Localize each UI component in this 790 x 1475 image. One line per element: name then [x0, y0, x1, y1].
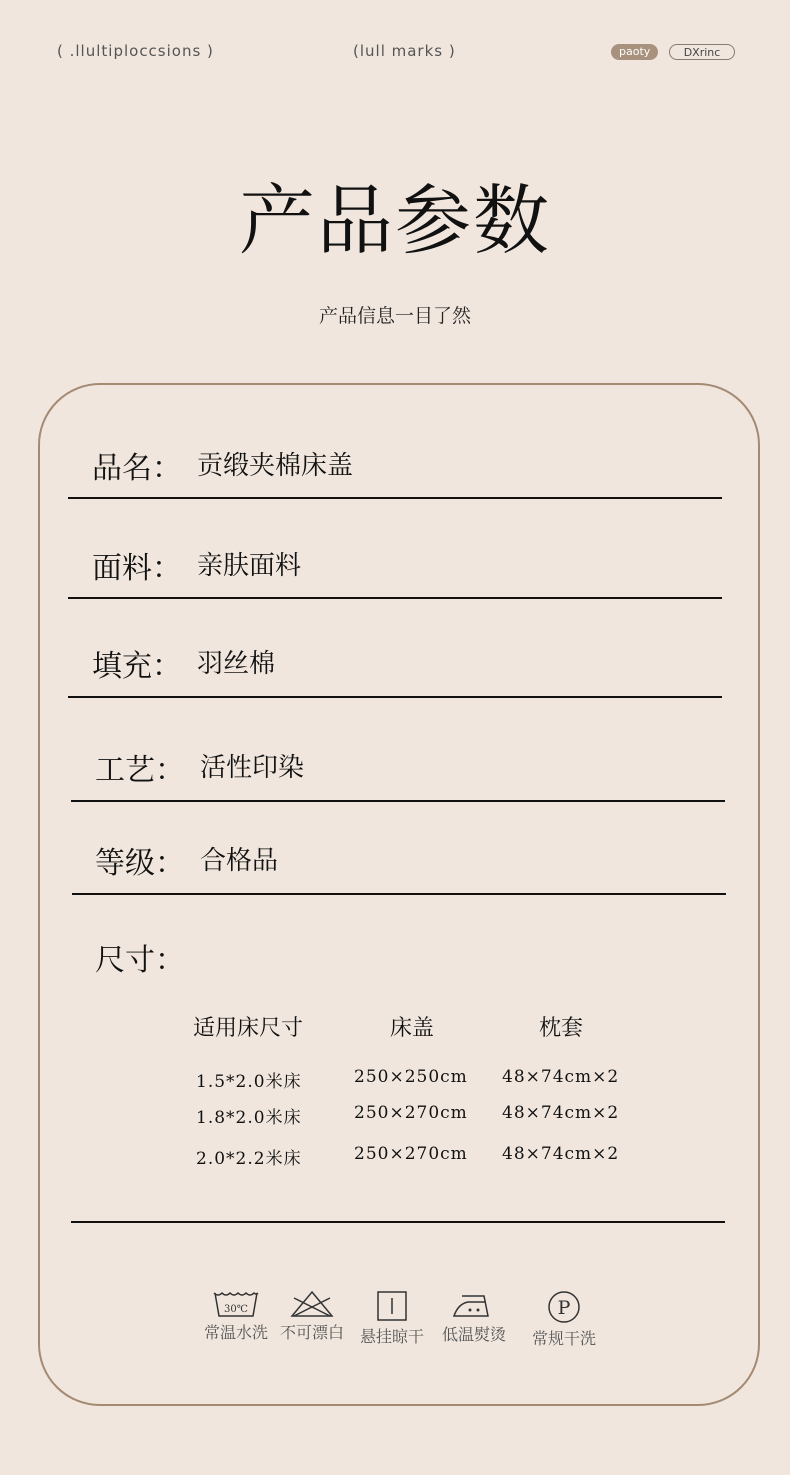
divider — [68, 497, 722, 499]
size-cell: 1.5*2.0米床 — [196, 1072, 302, 1092]
divider — [68, 696, 722, 698]
header-left-text: ( .llultiploccsions ) — [57, 42, 214, 60]
header-badge-outline[interactable]: DXrinc — [669, 44, 735, 60]
param-label: 面料： — [92, 551, 182, 586]
size-header-pillow: 枕套 — [538, 1016, 583, 1041]
divider — [72, 893, 726, 895]
care-label: 常温水洗 — [203, 1323, 268, 1342]
care-label: 低温熨烫 — [441, 1325, 506, 1344]
divider — [71, 1221, 725, 1223]
param-label: 工艺： — [95, 753, 185, 788]
size-cell: 48×74cm×2 — [502, 1103, 620, 1123]
size-cell: 250×270cm — [354, 1103, 468, 1123]
low-iron-icon — [450, 1290, 498, 1320]
svg-text:30℃: 30℃ — [224, 1304, 248, 1315]
param-card — [38, 383, 760, 1406]
care-no-bleach — [272, 1290, 352, 1343]
param-value: 贡缎夹棉床盖 — [197, 451, 354, 481]
care-low-iron — [434, 1290, 514, 1345]
care-label: 悬挂晾干 — [359, 1327, 424, 1346]
header-badge-filled[interactable]: paoty — [611, 44, 658, 60]
param-label: 品名： — [92, 451, 182, 486]
page-title: 产品参数 — [239, 176, 551, 265]
size-header-cover: 床盖 — [389, 1016, 434, 1041]
size-cell: 250×250cm — [354, 1067, 468, 1087]
divider — [71, 800, 725, 802]
care-label: 常规干洗 — [531, 1329, 596, 1348]
hang-dry-icon — [368, 1290, 416, 1322]
size-cell: 2.0*2.2米床 — [196, 1149, 302, 1169]
care-hang-dry — [352, 1290, 432, 1347]
no-bleach-icon — [288, 1290, 336, 1318]
size-cell: 48×74cm×2 — [502, 1144, 620, 1164]
size-header-bed: 适用床尺寸 — [192, 1016, 303, 1041]
care-dry-clean — [524, 1290, 604, 1349]
param-label: 等级： — [95, 846, 185, 881]
dry-clean-p-icon — [540, 1290, 588, 1324]
divider — [68, 597, 722, 599]
care-label: 不可漂白 — [279, 1323, 344, 1342]
size-cell: 250×270cm — [354, 1144, 468, 1164]
param-value: 活性印染 — [200, 753, 305, 783]
size-cell: 48×74cm×2 — [502, 1067, 620, 1087]
param-value: 亲肤面料 — [197, 551, 302, 581]
svg-text:P: P — [557, 1297, 571, 1319]
param-value: 羽丝棉 — [197, 649, 276, 679]
param-value: 合格品 — [200, 846, 279, 876]
size-cell: 1.8*2.0米床 — [196, 1108, 302, 1128]
care-wash — [196, 1290, 276, 1343]
param-label: 填充： — [92, 649, 182, 684]
size-label: 尺寸： — [95, 943, 185, 978]
header-center-text: (lull marks ) — [353, 42, 456, 60]
page-subtitle: 产品信息一目了然 — [318, 305, 471, 327]
wash-30c-icon — [212, 1290, 260, 1318]
